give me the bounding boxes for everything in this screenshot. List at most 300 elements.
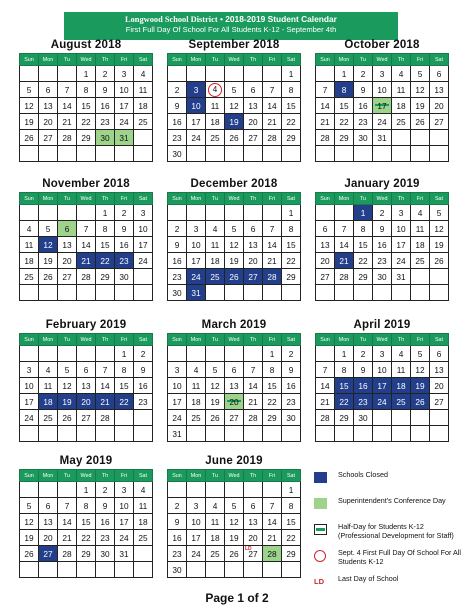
month-title: December 2018 <box>190 178 278 190</box>
weekday-header: Tu <box>206 334 225 346</box>
day-cell: 24 <box>168 410 187 426</box>
day-cell: 16 <box>115 237 134 253</box>
day-cell: 20 <box>77 394 96 410</box>
day-cell: 3 <box>373 66 392 82</box>
empty-cell <box>263 426 282 442</box>
day-cell: 19 <box>39 253 58 269</box>
day-cell: 25 <box>206 269 225 285</box>
empty-cell <box>58 205 77 221</box>
empty-cell <box>96 285 115 301</box>
day-cell: 8 <box>282 498 301 514</box>
month-calendar <box>167 176 301 301</box>
day-cell: 24 <box>187 546 206 562</box>
day-cell: 31 <box>187 285 206 301</box>
day-cell: 25 <box>20 269 39 285</box>
day-cell: 4 <box>187 362 206 378</box>
day-cell: 7 <box>58 498 77 514</box>
empty-cell <box>411 146 430 162</box>
day-cell: 21 <box>316 114 335 130</box>
weekday-header: Wed <box>225 334 244 346</box>
day-cell: 23 <box>168 269 187 285</box>
day-cell: 29 <box>263 410 282 426</box>
empty-cell <box>263 205 282 221</box>
day-cell: 6 <box>39 82 58 98</box>
weekday-header: Sun <box>168 470 187 482</box>
day-cell: 6 <box>430 346 449 362</box>
empty-cell <box>244 285 263 301</box>
empty-cell <box>244 426 263 442</box>
empty-cell <box>58 66 77 82</box>
day-cell: 9 <box>354 82 373 98</box>
day-cell: 23 <box>115 253 134 269</box>
day-cell: 16 <box>168 114 187 130</box>
day-cell: 11 <box>206 514 225 530</box>
day-cell: 29 <box>282 130 301 146</box>
weekday-header: Fri <box>411 334 430 346</box>
day-cell: 23 <box>354 114 373 130</box>
day-cell: 27 <box>58 269 77 285</box>
weekday-header: Mon <box>39 470 58 482</box>
day-cell: 28 <box>77 269 96 285</box>
legend-item-halfday <box>314 522 464 544</box>
day-cell: 5 <box>225 498 244 514</box>
empty-cell <box>206 482 225 498</box>
empty-cell <box>115 562 134 578</box>
day-cell: 28 <box>263 546 282 562</box>
day-cell: 25 <box>392 394 411 410</box>
day-cell: 29 <box>335 410 354 426</box>
empty-cell <box>282 146 301 162</box>
empty-cell <box>282 426 301 442</box>
empty-cell <box>187 66 206 82</box>
month-title: January 2019 <box>344 178 420 190</box>
empty-cell <box>39 66 58 82</box>
legend-item-conference <box>314 496 464 518</box>
day-cell: 2 <box>168 221 187 237</box>
day-cell: 12 <box>225 98 244 114</box>
day-cell: 24 <box>373 114 392 130</box>
empty-cell <box>77 562 96 578</box>
day-cell: 14 <box>77 237 96 253</box>
day-cell: 7 <box>316 362 335 378</box>
empty-cell <box>335 426 354 442</box>
day-cell: 4 <box>392 66 411 82</box>
day-cell: 17 <box>20 394 39 410</box>
day-cell: 6 <box>244 221 263 237</box>
weekday-header: Tu <box>58 54 77 66</box>
day-cell: 9 <box>96 82 115 98</box>
month-grid <box>19 192 153 301</box>
weekday-header: Tu <box>58 193 77 205</box>
day-cell: 6 <box>430 66 449 82</box>
day-cell: 23 <box>96 530 115 546</box>
day-cell: 14 <box>58 98 77 114</box>
weekday-header: Mon <box>335 54 354 66</box>
empty-cell <box>282 562 301 578</box>
day-cell: 13 <box>77 378 96 394</box>
day-cell: 14 <box>263 237 282 253</box>
day-cell: 13 <box>39 514 58 530</box>
empty-cell <box>225 205 244 221</box>
day-cell: 11 <box>39 378 58 394</box>
empty-cell <box>39 482 58 498</box>
empty-cell <box>39 346 58 362</box>
day-cell: 27 <box>316 269 335 285</box>
day-cell: 24 <box>115 530 134 546</box>
empty-cell <box>20 146 39 162</box>
empty-cell <box>168 66 187 82</box>
empty-cell <box>244 346 263 362</box>
day-cell: 25 <box>411 253 430 269</box>
weekday-header: Tu <box>206 193 225 205</box>
day-cell: 15 <box>335 98 354 114</box>
day-cell: 22 <box>354 253 373 269</box>
empty-cell <box>39 205 58 221</box>
weekday-header: Fri <box>411 193 430 205</box>
day-cell: 18 <box>134 98 153 114</box>
day-cell: 18 <box>20 253 39 269</box>
day-cell: 6 <box>244 498 263 514</box>
weekday-header: Mon <box>335 193 354 205</box>
empty-cell <box>335 146 354 162</box>
empty-cell <box>77 346 96 362</box>
empty-cell <box>39 562 58 578</box>
empty-cell <box>354 285 373 301</box>
day-cell: 19 <box>225 530 244 546</box>
day-cell: 13 <box>39 98 58 114</box>
empty-cell <box>392 410 411 426</box>
day-cell: 26 <box>411 114 430 130</box>
empty-cell <box>244 562 263 578</box>
day-cell: 1 <box>354 205 373 221</box>
day-cell: 21 <box>58 530 77 546</box>
empty-cell <box>335 285 354 301</box>
day-cell: 1 <box>115 346 134 362</box>
empty-cell <box>115 410 134 426</box>
empty-cell <box>134 269 153 285</box>
day-cell: 6 <box>58 221 77 237</box>
day-cell: 28 <box>263 130 282 146</box>
day-cell: 4 <box>39 362 58 378</box>
day-cell: 25 <box>134 530 153 546</box>
weekday-header: Th <box>392 334 411 346</box>
weekday-header: Mon <box>187 334 206 346</box>
weekday-header: Sat <box>282 54 301 66</box>
weekday-header: Wed <box>225 470 244 482</box>
empty-cell <box>168 346 187 362</box>
day-cell: 25 <box>206 546 225 562</box>
weekday-header: Fri <box>263 334 282 346</box>
conference-swatch-icon <box>314 498 327 509</box>
day-cell: 22 <box>282 253 301 269</box>
empty-cell <box>39 146 58 162</box>
day-cell: 12 <box>225 514 244 530</box>
empty-cell <box>206 426 225 442</box>
month-grid <box>167 469 301 578</box>
weekday-header: Tu <box>354 334 373 346</box>
day-cell: 18 <box>392 98 411 114</box>
last-day-marker: LD <box>245 546 252 552</box>
empty-cell <box>244 146 263 162</box>
day-cell: 8 <box>263 362 282 378</box>
day-cell: 20 <box>39 114 58 130</box>
day-cell: 5 <box>225 221 244 237</box>
day-cell: 9 <box>168 237 187 253</box>
day-cell: 27 <box>77 410 96 426</box>
day-cell: 3 <box>115 482 134 498</box>
day-cell: 23 <box>354 394 373 410</box>
day-cell: 2 <box>96 66 115 82</box>
day-cell: 22 <box>77 114 96 130</box>
day-cell: 27 <box>244 130 263 146</box>
day-cell: 7 <box>77 221 96 237</box>
weekday-header: Sat <box>282 470 301 482</box>
day-cell: 5 <box>58 362 77 378</box>
weekday-header: Th <box>244 54 263 66</box>
empty-cell <box>20 482 39 498</box>
month-grid <box>167 192 301 301</box>
empty-cell <box>187 146 206 162</box>
day-cell: 5 <box>411 346 430 362</box>
day-cell: 22 <box>282 530 301 546</box>
day-cell: 12 <box>411 362 430 378</box>
weekday-header: Sun <box>168 193 187 205</box>
day-cell: 26 <box>20 546 39 562</box>
calendar-year-label: • 2018-2019 Student Calendar <box>217 14 337 24</box>
day-cell: 17 <box>373 98 392 114</box>
first-day-circle: 4 <box>208 83 222 97</box>
weekday-header: Th <box>392 193 411 205</box>
day-cell: 17 <box>187 530 206 546</box>
day-cell: 2 <box>134 346 153 362</box>
legend-last-day-label: Last Day of School <box>338 574 399 583</box>
day-cell: 16 <box>96 514 115 530</box>
empty-cell <box>225 285 244 301</box>
weekday-header: Wed <box>225 54 244 66</box>
day-cell: 26 <box>225 546 244 562</box>
day-cell: 21 <box>263 253 282 269</box>
month-calendar <box>315 176 449 301</box>
day-cell: 28 <box>58 546 77 562</box>
month-calendar <box>167 37 301 162</box>
empty-cell <box>316 346 335 362</box>
weekday-header: Th <box>96 193 115 205</box>
empty-cell <box>411 285 430 301</box>
day-cell: 7 <box>244 362 263 378</box>
header-subtitle: First Full Day Of School For All Students K-12 - September 4th <box>125 25 337 34</box>
day-cell: 30 <box>354 130 373 146</box>
day-cell: 14 <box>316 378 335 394</box>
day-cell: 9 <box>96 498 115 514</box>
day-cell: 7 <box>335 221 354 237</box>
empty-cell <box>430 426 449 442</box>
day-cell: 4 <box>134 482 153 498</box>
day-cell: 20 <box>39 530 58 546</box>
empty-cell <box>206 146 225 162</box>
day-cell: 8 <box>335 362 354 378</box>
empty-cell <box>134 285 153 301</box>
day-cell: 9 <box>115 221 134 237</box>
weekday-header: Sat <box>430 334 449 346</box>
day-cell: 2 <box>282 346 301 362</box>
day-cell: 28 <box>58 130 77 146</box>
day-cell: 29 <box>354 269 373 285</box>
day-cell: 25 <box>134 114 153 130</box>
weekday-header: Wed <box>77 193 96 205</box>
month-calendar <box>19 176 153 301</box>
empty-cell <box>225 482 244 498</box>
empty-cell <box>225 346 244 362</box>
day-cell: 2 <box>115 205 134 221</box>
day-cell: 7 <box>96 362 115 378</box>
district-name: Longwood School District <box>125 15 218 24</box>
empty-cell <box>411 426 430 442</box>
day-cell: 4 <box>392 346 411 362</box>
empty-cell <box>263 285 282 301</box>
day-cell: 11 <box>134 498 153 514</box>
day-cell: 19 <box>225 253 244 269</box>
day-cell: 16 <box>134 378 153 394</box>
day-cell: 4 <box>411 205 430 221</box>
month-calendar <box>19 317 153 442</box>
day-cell: 22 <box>115 394 134 410</box>
empty-cell <box>335 205 354 221</box>
day-cell: 25 <box>206 130 225 146</box>
day-cell: 13 <box>58 237 77 253</box>
day-cell: 3 <box>392 205 411 221</box>
day-cell: 12 <box>39 237 58 253</box>
month-grid <box>167 53 301 162</box>
day-cell: 11 <box>187 378 206 394</box>
day-cell: 27 <box>430 394 449 410</box>
day-cell: 20 <box>244 253 263 269</box>
day-cell: 10 <box>115 498 134 514</box>
closed-swatch-icon <box>314 472 327 483</box>
month-title: September 2018 <box>188 39 280 51</box>
empty-cell <box>392 426 411 442</box>
day-cell: 15 <box>96 237 115 253</box>
day-cell: 25 <box>39 410 58 426</box>
day-cell: 10 <box>187 237 206 253</box>
empty-cell <box>373 285 392 301</box>
day-cell: 1 <box>335 66 354 82</box>
day-cell: 13 <box>430 82 449 98</box>
day-cell: 6 <box>316 221 335 237</box>
day-cell: 19 <box>20 114 39 130</box>
month-title: May 2019 <box>59 455 113 467</box>
empty-cell <box>77 146 96 162</box>
day-cell: 10 <box>373 362 392 378</box>
empty-cell <box>96 146 115 162</box>
day-cell: 18 <box>206 530 225 546</box>
month-title: August 2018 <box>50 39 122 51</box>
day-cell: 18 <box>206 114 225 130</box>
day-cell: 12 <box>206 378 225 394</box>
day-cell: 22 <box>96 253 115 269</box>
day-cell: 19 <box>225 114 244 130</box>
legend <box>314 470 464 600</box>
weekday-header: Wed <box>77 54 96 66</box>
day-cell: 22 <box>77 530 96 546</box>
legend-item-first-day <box>314 548 464 570</box>
day-cell: 13 <box>244 98 263 114</box>
day-cell: 16 <box>96 98 115 114</box>
day-cell: 2 <box>96 482 115 498</box>
weekday-header: Sat <box>134 54 153 66</box>
empty-cell <box>206 285 225 301</box>
day-cell: 13 <box>316 237 335 253</box>
empty-cell <box>187 426 206 442</box>
day-cell: 2 <box>168 498 187 514</box>
day-cell: 12 <box>58 378 77 394</box>
empty-cell <box>354 426 373 442</box>
empty-cell <box>430 130 449 146</box>
day-cell: 21 <box>58 114 77 130</box>
empty-cell <box>58 285 77 301</box>
weekday-header: Tu <box>206 470 225 482</box>
month-calendar <box>315 317 449 442</box>
day-cell: 5 <box>20 82 39 98</box>
day-cell: 18 <box>187 394 206 410</box>
weekday-header: Wed <box>373 334 392 346</box>
weekday-header: Mon <box>187 470 206 482</box>
weekday-header: Sat <box>134 334 153 346</box>
day-cell: 15 <box>282 514 301 530</box>
day-cell: 4 <box>134 66 153 82</box>
day-cell: 27 <box>244 269 263 285</box>
day-cell: 13 <box>244 514 263 530</box>
day-cell: 19 <box>411 98 430 114</box>
empty-cell <box>20 205 39 221</box>
day-cell: 15 <box>335 378 354 394</box>
day-cell: 21 <box>77 253 96 269</box>
empty-cell <box>39 426 58 442</box>
empty-cell <box>58 146 77 162</box>
day-cell: 6 <box>225 362 244 378</box>
day-cell: 9 <box>168 98 187 114</box>
day-cell: 10 <box>392 221 411 237</box>
month-title: February 2019 <box>45 319 127 331</box>
empty-cell <box>58 346 77 362</box>
day-cell: 10 <box>115 82 134 98</box>
day-cell: 15 <box>77 514 96 530</box>
weekday-header: Tu <box>354 54 373 66</box>
day-cell: 30 <box>168 562 187 578</box>
weekday-header: Mon <box>335 334 354 346</box>
day-cell: 16 <box>354 98 373 114</box>
day-cell: 26 <box>206 410 225 426</box>
day-cell: 3 <box>115 66 134 82</box>
weekday-header: Mon <box>187 54 206 66</box>
weekday-header: Th <box>244 470 263 482</box>
day-cell: 8 <box>115 362 134 378</box>
empty-cell <box>206 562 225 578</box>
day-cell: 17 <box>168 394 187 410</box>
weekday-header: Sun <box>316 54 335 66</box>
day-cell: 5 <box>225 82 244 98</box>
weekday-header: Wed <box>77 470 96 482</box>
day-cell: 20 <box>316 253 335 269</box>
day-cell: 27 <box>430 114 449 130</box>
empty-cell <box>206 346 225 362</box>
day-cell: 14 <box>316 98 335 114</box>
month-title: March 2019 <box>201 319 267 331</box>
day-cell: 27 LD <box>244 546 263 562</box>
day-cell: 30 <box>282 410 301 426</box>
empty-cell <box>282 285 301 301</box>
weekday-header: Tu <box>58 334 77 346</box>
month-calendar <box>19 453 153 578</box>
